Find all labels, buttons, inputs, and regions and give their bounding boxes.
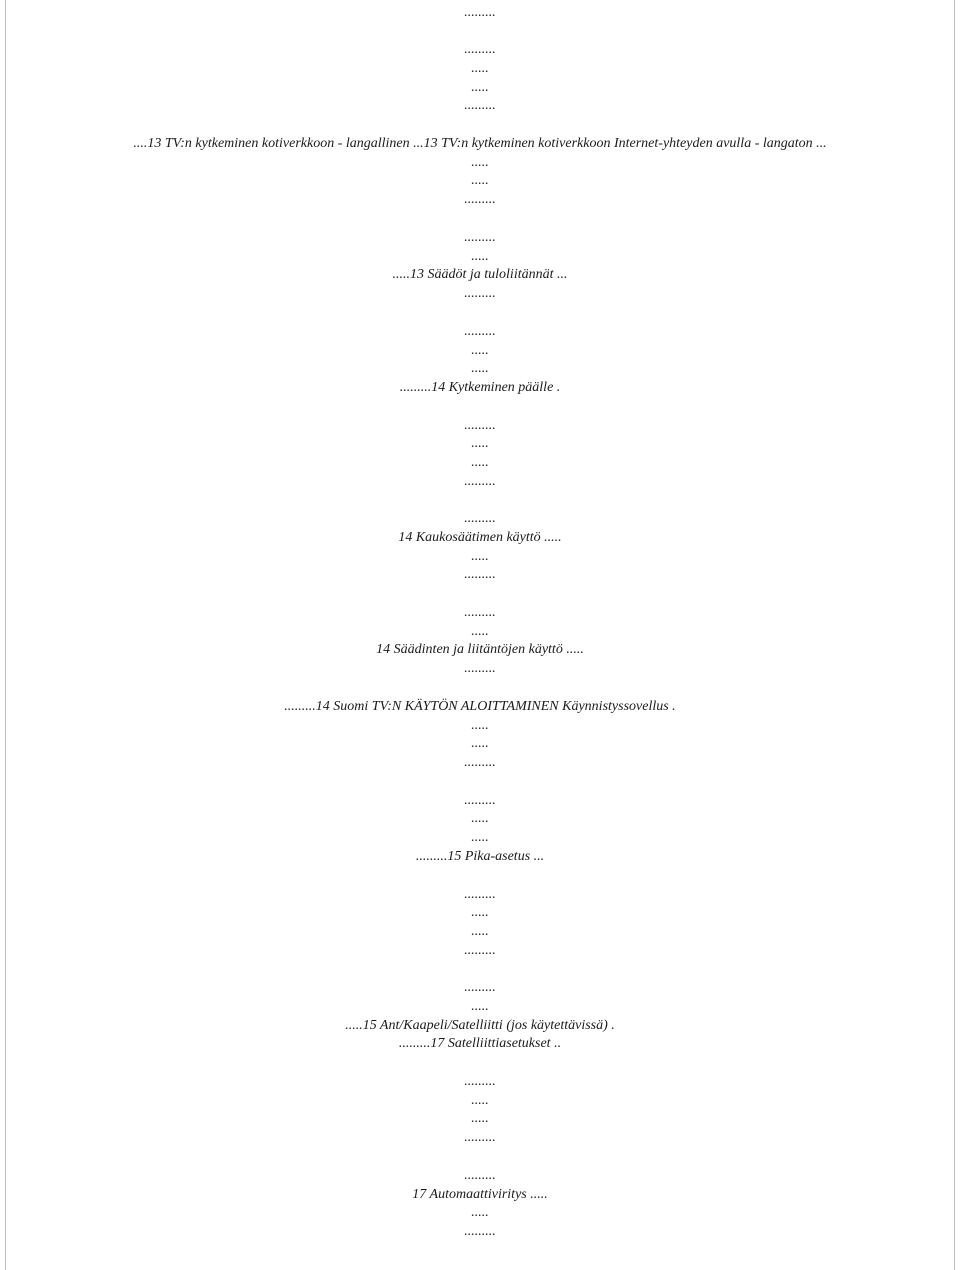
toc-line: ......... [464,5,496,20]
toc-line: ......... [464,418,496,433]
toc-line: ..... [471,1093,489,1108]
toc-line: ..... [471,361,489,376]
toc-line: ......... [464,474,496,489]
toc-line: ..... [471,924,489,939]
toc-line: .........15 Pika-asetus ... [415,849,545,864]
toc-line: .........14 Kytkeminen päälle . [399,380,561,395]
toc-line: ..... [471,61,489,76]
toc-line: ......... [464,511,496,526]
toc-line: ..... [471,549,489,564]
toc-line: ......... [464,980,496,995]
toc-line: ..... [471,1111,489,1126]
toc-line: ......... [464,230,496,245]
toc-line: 17 Automaattiviritys ..... [412,1187,548,1202]
page-border-right [954,0,955,1270]
toc-line: ......... [464,1168,496,1183]
toc-line: ......... [464,192,496,207]
toc-line: ..... [471,811,489,826]
toc-line: ..... [471,436,489,451]
toc-line: ......... [464,98,496,113]
toc-line: ..... [471,718,489,733]
toc-line: ......... [464,887,496,902]
toc-line: ..... [471,455,489,470]
toc-line: ....13 TV:n kytkeminen kotiverkkoon - langallinen ...13 TV:n kytkeminen kotiverkkoon Internet-yhteyden avulla - langaton ... [133,136,827,151]
toc-line: ......... [464,755,496,770]
toc-line: ..... [471,80,489,95]
toc-line: ..... [471,1205,489,1220]
toc-line: 14 Kaukosäätimen käyttö ..... [398,530,562,545]
toc-line: ......... [464,605,496,620]
toc-line: ......... [464,1130,496,1145]
toc-line: ......... [464,324,496,339]
toc-line: ......... [464,943,496,958]
toc-line: .........14 Suomi TV:N KÄYTÖN ALOITTAMINEN Käynnistyssovellus . [284,699,676,714]
toc-line: ......... [464,286,496,301]
toc-line: ..... [471,999,489,1014]
toc-line: ......... [464,661,496,676]
toc-line: ..... [471,624,489,639]
toc-line: ......... [464,1074,496,1089]
toc-line: 14 Säädinten ja liitäntöjen käyttö ..... [376,642,584,657]
toc-line: ..... [471,155,489,170]
toc-line: .....15 Ant/Kaapeli/Satelliitti (jos käytettävissä) . [345,1018,615,1033]
toc-line: ......... [464,1224,496,1239]
toc-line: ......... [464,567,496,582]
toc-line: ......... [464,793,496,808]
toc-line: ..... [471,173,489,188]
toc-line: ..... [471,830,489,845]
toc-line: ..... [471,905,489,920]
toc-line: ..... [471,249,489,264]
toc-line: .........17 Satelliittiasetukset .. [398,1036,562,1051]
toc-line: .....13 Säädöt ja tuloliitännät ... [392,267,568,282]
toc-line: ..... [471,343,489,358]
toc-line: ..... [471,736,489,751]
toc-line: ......... [464,42,496,57]
